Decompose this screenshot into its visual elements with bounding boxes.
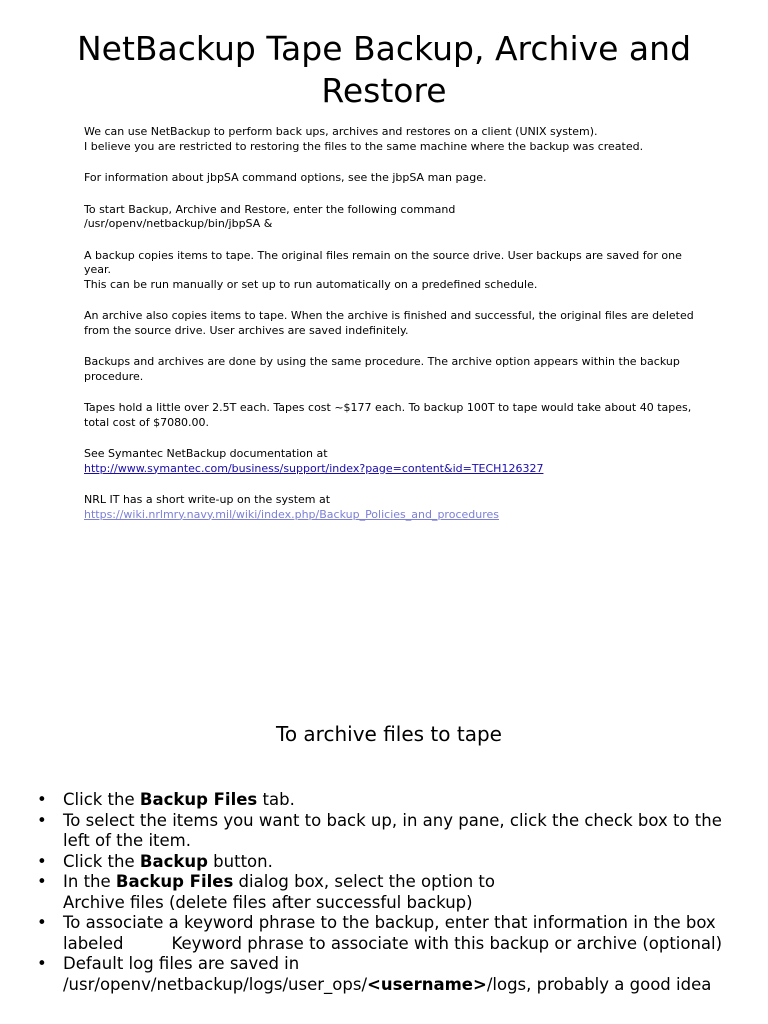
intro-line: A backup copies items to tape. The original files remain on the source drive. User backups are saved for one year.	[84, 248, 682, 276]
step-text: In the	[63, 872, 116, 891]
symantec-docs-link[interactable]: http://www.symantec.com/business/support/index?page=content&id=TECH126327	[84, 461, 544, 475]
step-text: To select the items you want to back up, in any pane, click the check box to the left of the item.	[63, 810, 722, 850]
step-text: Click the	[63, 790, 140, 809]
intro-paragraph-1	[84, 125, 704, 154]
intro-line: See Symantec NetBackup documentation at	[84, 447, 328, 460]
intro-paragraph-4	[84, 249, 704, 293]
intro-line: We can use NetBackup to perform back ups, archives and restores on a client (UNIX system).	[84, 125, 598, 138]
list-item	[37, 811, 737, 852]
command-line: /usr/openv/netbackup/bin/jbpSA &	[84, 217, 273, 230]
intro-section	[84, 125, 704, 539]
intro-line: NRL IT has a short write-up on the system at	[84, 493, 331, 506]
intro-line: This can be run manually or set up to run automatically on a predefined schedule.	[84, 277, 538, 291]
list-item	[37, 852, 737, 873]
step-text: To associate a keyword phrase to the backup, enter that information in the box labeled	[63, 913, 716, 953]
step-text: Default log files are saved in	[63, 954, 300, 973]
step-text: tab.	[257, 790, 295, 809]
intro-paragraph-8	[84, 447, 704, 476]
intro-paragraph-7	[84, 401, 704, 430]
intro-line: An archive also copies items to tape. When the archive is finished and successful, the original files are deleted from the source drive. User archives are saved indefinitely.	[84, 309, 694, 337]
intro-line: Backups and archives are done by using the same procedure. The archive option appears within the backup procedure.	[84, 355, 680, 383]
bullet-icon: •	[37, 872, 47, 891]
bullet-icon: •	[37, 913, 47, 932]
bullet-icon: •	[37, 851, 47, 871]
list-item	[37, 913, 737, 954]
step-bold-text: Backup	[139, 851, 208, 871]
intro-paragraph-3	[84, 203, 704, 232]
intro-paragraph-9	[84, 493, 704, 522]
step-bold-text: Backup Files	[115, 872, 234, 891]
bullet-icon: •	[37, 790, 47, 809]
list-item	[37, 790, 737, 811]
step-text: Archive files (delete files after successful backup)	[63, 892, 473, 912]
intro-paragraph-6	[84, 355, 704, 384]
nrl-wiki-link[interactable]: https://wiki.nrlmry.navy.mil/wiki/index.php/Backup_Policies_and_procedures	[84, 507, 499, 521]
list-item	[37, 872, 737, 913]
list-item	[37, 954, 737, 995]
intro-paragraph-2	[84, 171, 704, 186]
page-title: NetBackup Tape Backup, Archive and Restore	[76, 29, 692, 110]
intro-line: To start Backup, Archive and Restore, enter the following command	[84, 202, 456, 216]
step-bold-text: <username>	[367, 974, 487, 994]
section-heading: To archive files to tape	[276, 722, 502, 746]
bullet-icon: •	[37, 810, 47, 830]
step-text: dialog box, select the option to	[233, 872, 495, 891]
step-text: /logs, probably a good idea	[486, 974, 712, 994]
bullet-icon: •	[37, 954, 47, 973]
intro-paragraph-5	[84, 309, 704, 338]
step-text: Click the	[63, 851, 140, 871]
intro-line: Tapes hold a little over 2.5T each. Tapes cost ~$177 each. To backup 100T to tape would take about 40 tapes, total cost of $7080.00.	[84, 401, 692, 429]
step-text: button.	[207, 851, 273, 871]
intro-line: I believe you are restricted to restoring the files to the same machine where the backup was created.	[84, 139, 644, 153]
steps-list	[37, 790, 737, 995]
step-text: /usr/openv/netbackup/logs/user_ops/	[63, 974, 368, 994]
intro-line: For information about jbpSA command options, see the jbpSA man page.	[84, 171, 487, 184]
step-text: Keyword phrase to associate with this backup or archive (optional)	[171, 933, 723, 953]
step-bold-text: Backup Files	[139, 790, 258, 809]
